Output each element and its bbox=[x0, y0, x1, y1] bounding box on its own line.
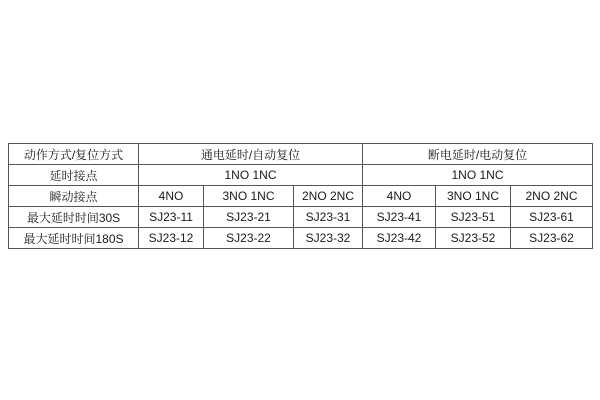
cell-header-power-on-delay-auto-reset: 通电延时/自动复位 bbox=[139, 144, 363, 165]
cell-model: SJ23-32 bbox=[294, 228, 363, 249]
cell-model: SJ23-61 bbox=[511, 207, 593, 228]
cell-delay-contact-right-value: 1NO 1NC bbox=[363, 165, 593, 186]
cell-max-delay-180s-label: 最大延时时间180S bbox=[9, 228, 139, 249]
cell-model: SJ23-52 bbox=[436, 228, 511, 249]
cell-contact-config: 4NO bbox=[363, 186, 436, 207]
cell-model: SJ23-62 bbox=[511, 228, 593, 249]
cell-model: SJ23-51 bbox=[436, 207, 511, 228]
cell-model: SJ23-31 bbox=[294, 207, 363, 228]
cell-delay-contact-label: 延时接点 bbox=[9, 165, 139, 186]
cell-delay-contact-left-value: 1NO 1NC bbox=[139, 165, 363, 186]
cell-header-power-off-delay-electric-reset: 断电延时/电动复位 bbox=[363, 144, 593, 165]
table-row-max-delay-30s bbox=[9, 207, 593, 228]
cell-model: SJ23-42 bbox=[363, 228, 436, 249]
cell-model: SJ23-12 bbox=[139, 228, 204, 249]
cell-model: SJ23-22 bbox=[204, 228, 294, 249]
cell-contact-config: 3NO 1NC bbox=[204, 186, 294, 207]
table-row-delay-contact bbox=[9, 165, 593, 186]
cell-contact-config: 2NO 2NC bbox=[511, 186, 593, 207]
cell-model: SJ23-21 bbox=[204, 207, 294, 228]
cell-contact-config: 4NO bbox=[139, 186, 204, 207]
table-row-instant-contact bbox=[9, 186, 593, 207]
cell-model: SJ23-41 bbox=[363, 207, 436, 228]
cell-contact-config: 2NO 2NC bbox=[294, 186, 363, 207]
cell-max-delay-30s-label: 最大延时时间30S bbox=[9, 207, 139, 228]
cell-action-reset-mode-label: 动作方式/复位方式 bbox=[9, 144, 139, 165]
cell-instant-contact-label: 瞬动接点 bbox=[9, 186, 139, 207]
relay-spec-table bbox=[8, 143, 593, 249]
cell-contact-config: 3NO 1NC bbox=[436, 186, 511, 207]
cell-model: SJ23-11 bbox=[139, 207, 204, 228]
table-row-headers bbox=[9, 144, 593, 165]
table-row-max-delay-180s bbox=[9, 228, 593, 249]
